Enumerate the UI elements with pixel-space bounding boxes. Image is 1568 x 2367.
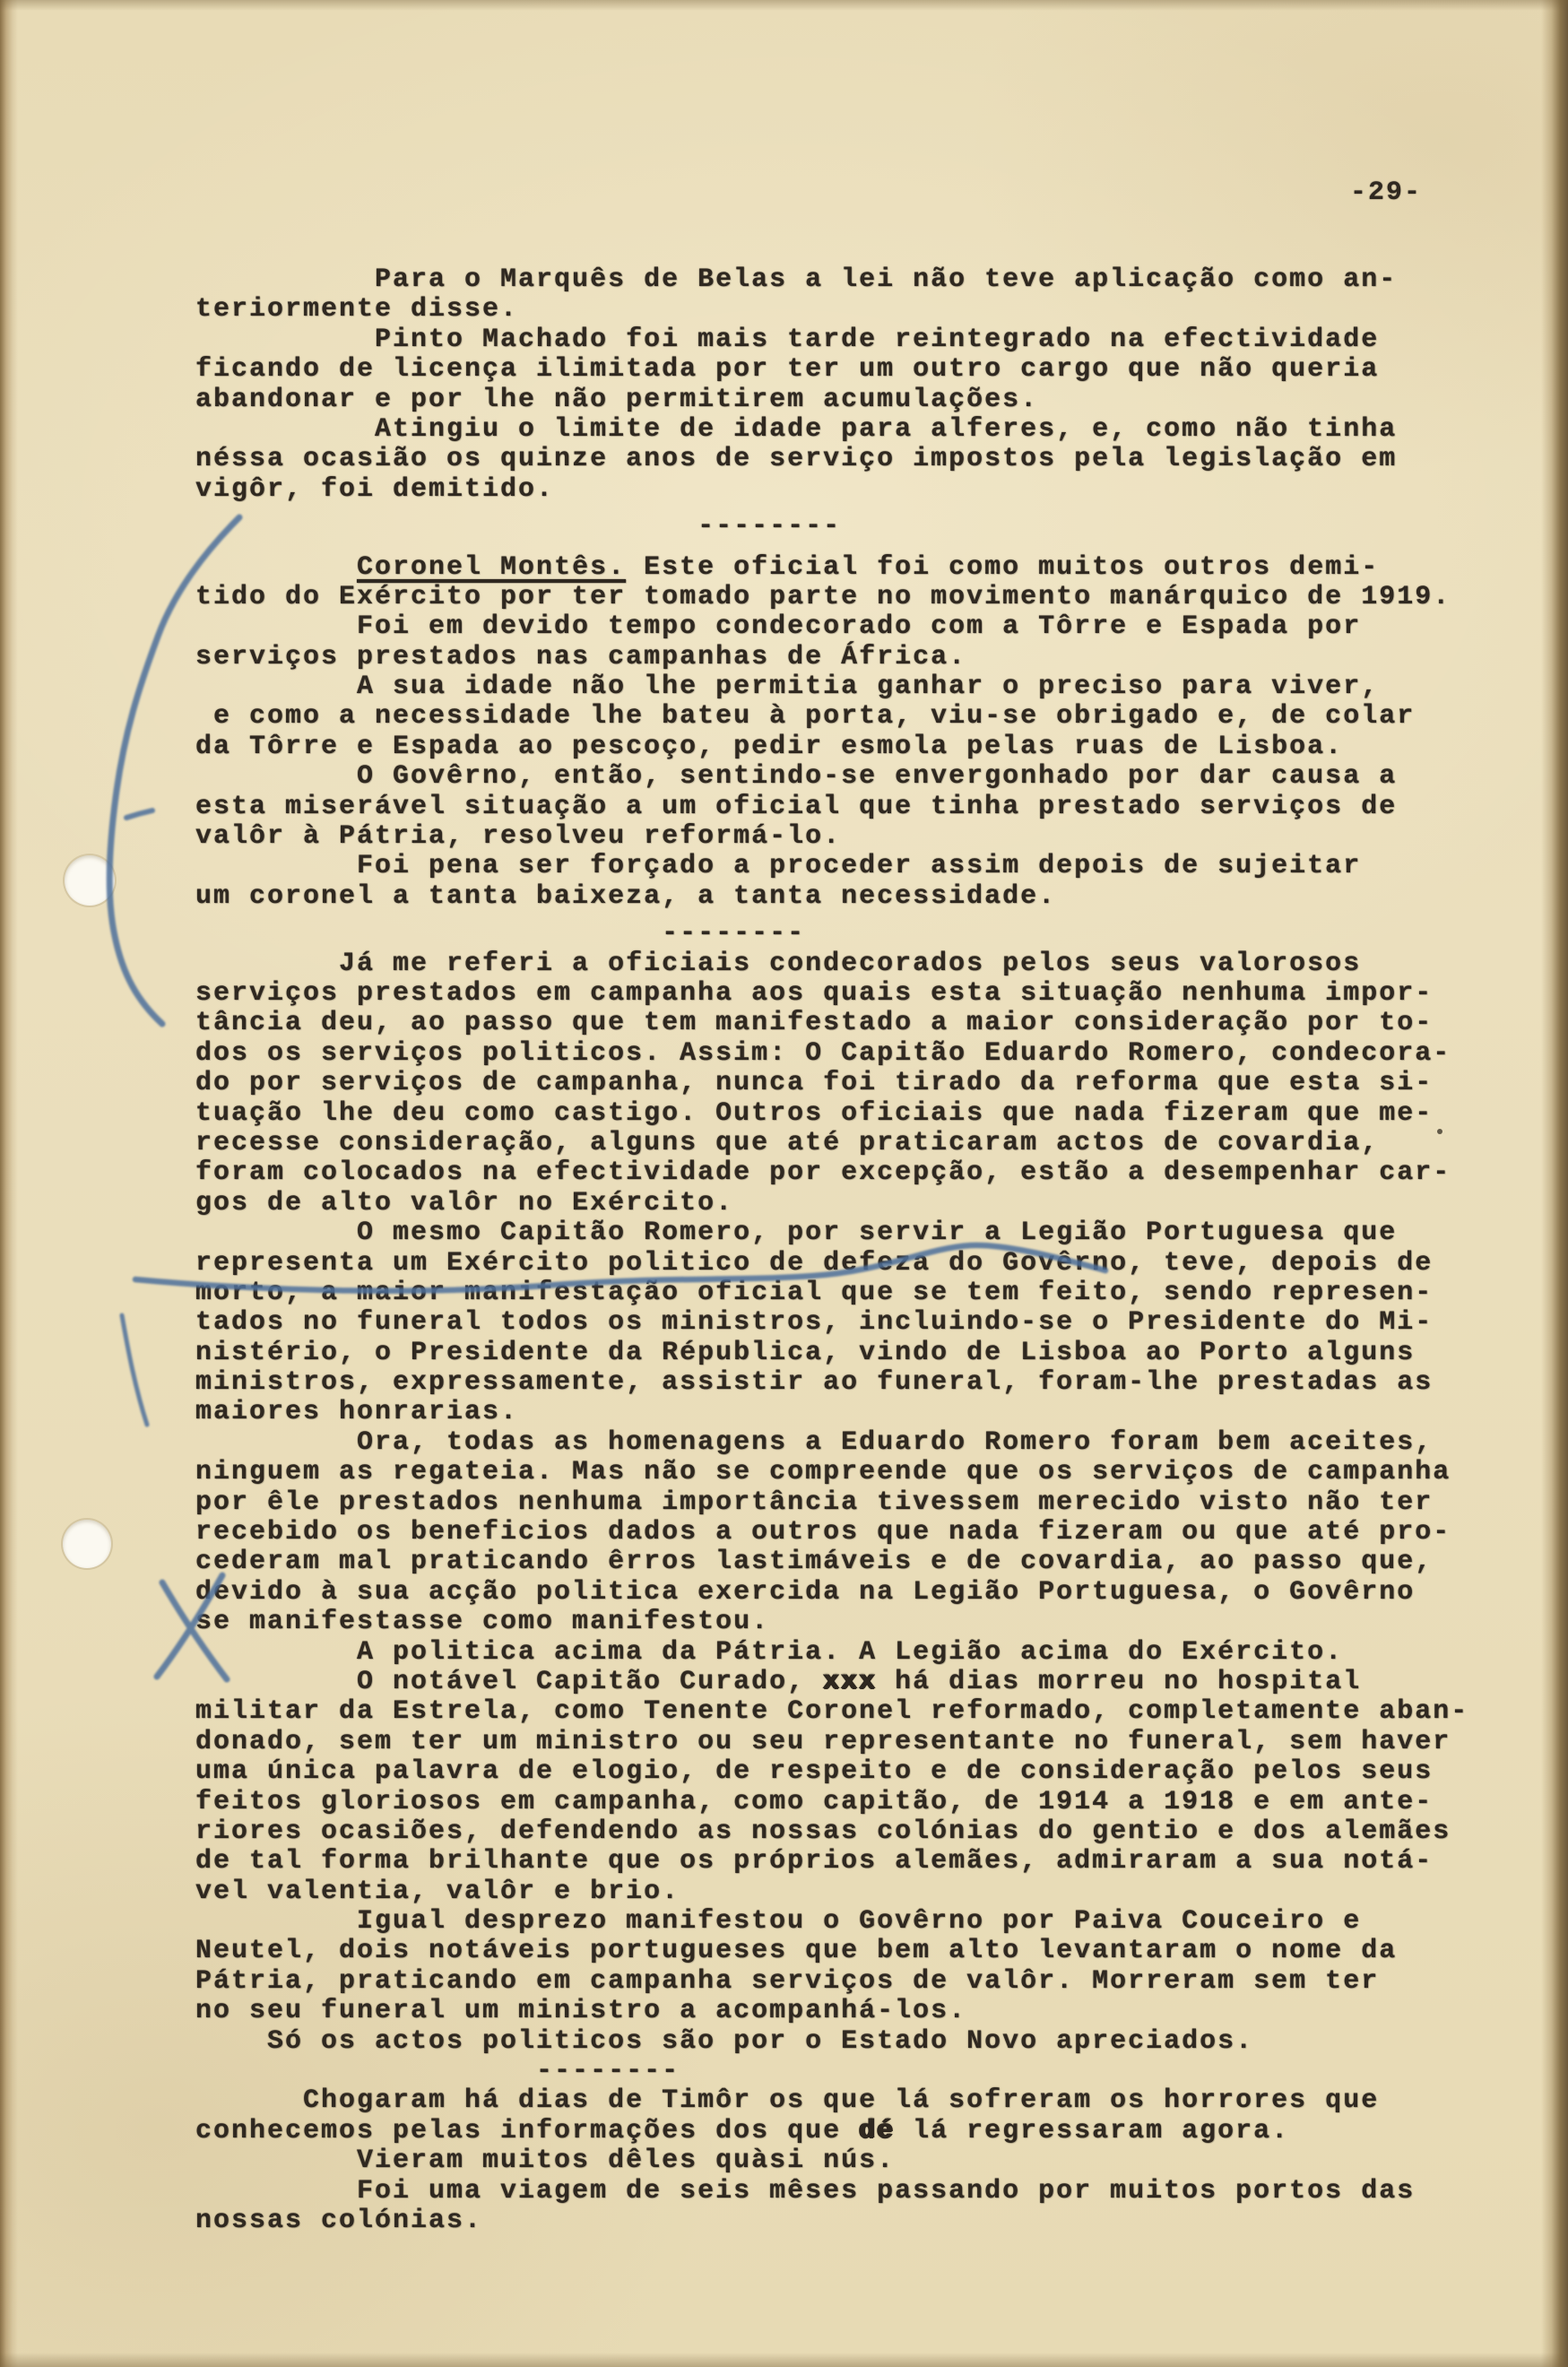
- text-line: Foi pena ser forçado a proceder assim depois de sujeitar: [195, 851, 1362, 882]
- text-line: ninguem as regateia. Mas não se compreende que os serviços de campanha: [195, 1457, 1451, 1488]
- text-line: Pátria, praticando em campanha serviços de valôr. Morreram sem ter: [195, 1965, 1380, 1997]
- scan-edge-top: [0, 0, 1568, 11]
- text-line: uma única palavra de elogio, de respeito e de consideração pelos seus: [195, 1756, 1434, 1788]
- scan-edge-bottom: [0, 2353, 1568, 2367]
- text-line: tância deu, ao passo que tem manifestado a maior consideração por to-: [195, 1008, 1434, 1039]
- margin-dash-mark: [126, 811, 152, 818]
- text-line: foram colocados na efectividade por excepção, estão a desempenhar car-: [195, 1157, 1451, 1189]
- text-line: A politica acima da Pátria. A Legião acima do Exército.: [195, 1636, 1344, 1668]
- text-line: militar da Estrela, como Tenente Coronel reformado, completamente aban-: [195, 1696, 1469, 1728]
- text-line: abandonar e por lhe não permitirem acumulações.: [195, 384, 1039, 415]
- text-line: ficando de licença ilimitada por ter um outro cargo que não queria: [195, 354, 1380, 386]
- text-line: se manifestasse como manifestou.: [195, 1607, 770, 1638]
- text-line: Pinto Machado foi mais tarde reintegrado na efectividade: [195, 324, 1380, 355]
- text-line: Atingiu o limite de idade para alferes, e, como não tinha: [195, 413, 1398, 445]
- document-body: [195, 265, 1504, 2236]
- text-line: riores ocasiões, defendendo as nossas colónias do gentio e dos alemães: [195, 1816, 1451, 1847]
- text-line: por êle prestados nenhuma importância tivessem merecido visto não ter: [195, 1487, 1434, 1518]
- text-line: de tal forma brilhante que os próprios alemães, admiraram a sua notá-: [195, 1846, 1434, 1877]
- text-line: cederam mal praticando êrros lastimáveis e de covardia, ao passo que,: [195, 1547, 1434, 1578]
- text-line: conhecemos pelas informações dos que dé lá regressaram agora.: [195, 2115, 1290, 2146]
- text-line: tados no funeral todos os ministros, incluindo-se o Presidente do Mi-: [195, 1307, 1434, 1339]
- text-line: e como a necessidade lhe bateu à porta, viu-se obrigado e, de colar: [195, 701, 1416, 733]
- text-line: Só os actos politicos são por o Estado Novo apreciados.: [195, 2025, 1254, 2057]
- text-line: Igual desprezo manifestou o Govêrno por Paiva Couceiro e: [195, 1906, 1362, 1938]
- text-line: O Govêrno, então, sentindo-se envergonhado por dar causa a: [195, 761, 1398, 793]
- hole-punch-bottom: [63, 1520, 111, 1568]
- text-line: devido à sua acção politica exercida na Legião Portuguesa, o Govêrno: [195, 1576, 1416, 1608]
- separator-line: --------: [195, 2056, 680, 2087]
- text-line: Foi uma viagem de seis mêses passando por muitos portos das: [195, 2175, 1416, 2207]
- text-line: A sua idade não lhe permitia ganhar o preciso para viver,: [195, 672, 1380, 703]
- underlined-heading: Coronel Montês.: [357, 551, 627, 583]
- text-line: recesse consideração, alguns que até praticaram actos de covardia,: [195, 1127, 1380, 1158]
- text-line: esta miserável situação a um oficial que tinha prestado serviços de: [195, 791, 1398, 822]
- text-line: O mesmo Capitão Romero, por servir a Legião Portuguesa que: [195, 1218, 1398, 1249]
- separator-line: --------: [195, 511, 842, 542]
- text-line: morto, a maior manifestação oficial que se tem feito, sendo represen-: [195, 1277, 1434, 1308]
- text-line: um coronel a tanta baixeza, a tanta necessidade.: [195, 880, 1057, 912]
- text-line: do por serviços de campanha, nunca foi tirado da reforma que esta si-: [195, 1068, 1434, 1099]
- text-line: dos os serviços politicos. Assim: O Capitão Eduardo Romero, condecora-: [195, 1037, 1451, 1069]
- text-line: Vieram muitos dêles quàsi nús.: [195, 2146, 896, 2177]
- text-line: gos de alto valôr no Exército.: [195, 1187, 734, 1218]
- text-line: Já me referi a oficiais condecorados pelos seus valorosos: [195, 948, 1362, 979]
- text-line: serviços prestados em campanha aos quais esta situação nenhuma impor-: [195, 977, 1434, 1009]
- text-line: Neutel, dois notáveis portugueses que bem alto levantaram o nome da: [195, 1936, 1398, 1967]
- text-line: tuação lhe deu como castigo. Outros oficiais que nada fizeram que me-: [195, 1097, 1434, 1129]
- text-line: da Tôrre e Espada ao pescoço, pedir esmola pelas ruas de Lisboa.: [195, 731, 1344, 762]
- text-line: vigôr, foi demitido.: [195, 473, 555, 505]
- text-line: feitos gloriosos em campanha, como capitão, de 1914 a 1918 e em ante-: [195, 1786, 1434, 1817]
- text-line: serviços prestados nas campanhas de África.: [195, 641, 967, 672]
- hole-punch-top: [65, 855, 115, 906]
- text-line: donado, sem ter um ministro ou seu representante no funeral, sem haver: [195, 1726, 1451, 1757]
- scan-edge-right: [1541, 0, 1568, 2367]
- page-number: -29-: [1350, 178, 1423, 208]
- text-line: ministros, expressamente, assistir ao funeral, foram-lhe prestadas as: [195, 1367, 1434, 1399]
- separator-line: --------: [195, 918, 806, 949]
- scan-edge-left: [0, 0, 18, 2367]
- text-line: tido do Exército por ter tomado parte no movimento manárquico de 1919.: [195, 581, 1451, 612]
- text-line: no seu funeral um ministro a acompanhá-los.: [195, 1996, 967, 2027]
- overtyped-text: xxx: [823, 1666, 878, 1697]
- text-line: valôr à Pátria, resolveu reformá-lo.: [195, 821, 842, 853]
- text-line: maiores honrarias.: [195, 1397, 519, 1428]
- text-line: vel valentia, valôr e brio.: [195, 1876, 680, 1907]
- text-line: Chogaram há dias de Timôr os que lá sofreram os horrores que: [195, 2085, 1380, 2117]
- text-line: Ora, todas as homenagens a Eduardo Romero foram bem aceites,: [195, 1426, 1434, 1458]
- text-line: O notável Capitão Curado, xxx há dias morreu no hospital: [195, 1666, 1362, 1697]
- text-line: recebido os beneficios dados a outros que nada fizeram ou que até pro-: [195, 1517, 1451, 1548]
- text-line: teriormente disse.: [195, 294, 519, 325]
- overtyped-text: dé: [859, 2115, 896, 2146]
- text-line: Coronel Montês. Este oficial foi como muitos outros demi-: [357, 551, 1380, 583]
- margin-slash-mark: [122, 1315, 147, 1425]
- text-line: Foi em devido tempo condecorado com a Tôrre e Espada por: [195, 611, 1362, 643]
- text-line: Para o Marquês de Belas a lei não teve aplicação como an-: [195, 264, 1398, 295]
- text-line: representa um Exército politico de defeza do Govêrno, teve, depois de: [195, 1247, 1434, 1279]
- text-line: néssa ocasião os quinze anos de serviço impostos pela legislação em: [195, 444, 1398, 475]
- text-line: nossas colónias.: [195, 2206, 483, 2236]
- text-line: nistério, o Presidente da Républica, vindo de Lisboa ao Porto alguns: [195, 1337, 1416, 1368]
